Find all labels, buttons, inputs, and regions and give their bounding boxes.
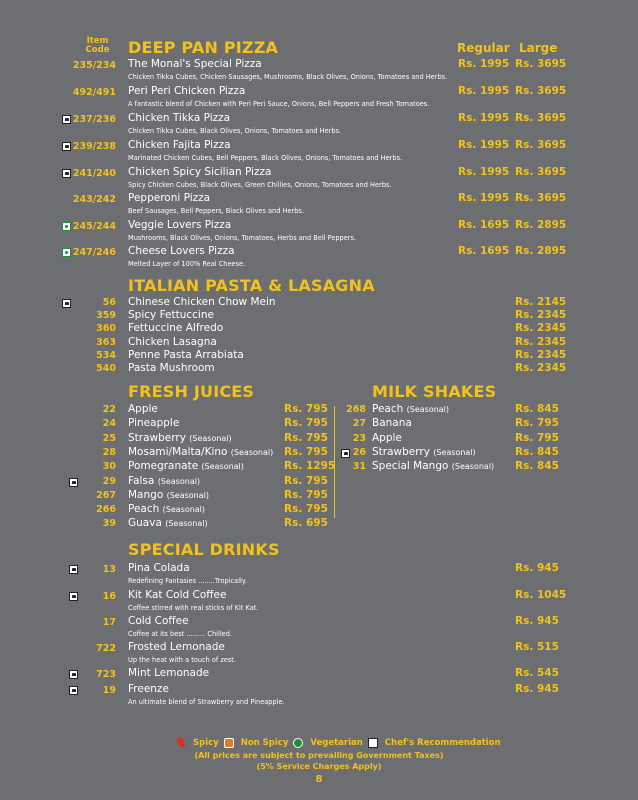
- legend-vegetarian: Vegetarian: [310, 737, 363, 748]
- item-description: Coffee at its best ......... Chilled.: [128, 630, 232, 638]
- item-price: Rs. 2345: [515, 348, 567, 361]
- item-price: Rs. 2345: [515, 322, 567, 335]
- vegetarian-icon: [62, 248, 71, 257]
- item-code: 540: [96, 363, 116, 374]
- item-price: Rs. 845: [515, 403, 559, 415]
- large-price: Rs. 3695: [515, 139, 567, 151]
- item-price: Rs. 795: [284, 431, 328, 444]
- chef-hat-icon: [69, 686, 78, 695]
- item-code: 235/234: [72, 60, 116, 71]
- chef-hat-icon: [62, 169, 71, 178]
- item-price: Rs. 945: [515, 683, 559, 695]
- legend-non-spicy: Non Spicy: [240, 737, 289, 748]
- regular-price: Rs. 1995: [458, 139, 510, 151]
- item-code: 722: [96, 643, 116, 654]
- item-name: Penne Pasta Arrabiata: [128, 348, 244, 361]
- item-code: 31: [352, 461, 366, 473]
- item-name: Spicy Fettuccine: [128, 309, 214, 322]
- item-price: Rs. 2145: [515, 296, 567, 308]
- legend: [178, 737, 501, 748]
- vegetarian-icon: [62, 222, 71, 231]
- item-code: 25: [102, 432, 116, 444]
- item-price: Rs. 795: [284, 488, 328, 501]
- item-name: Pasta Mushroom: [128, 362, 215, 374]
- item-price: Rs. 795: [515, 417, 559, 430]
- item-name: Chicken Spicy Sicilian Pizza: [128, 166, 272, 178]
- non-spicy-icon: [224, 738, 234, 748]
- large-price: Rs. 3695: [515, 58, 567, 70]
- item-name: The Monal's Special Pizza: [128, 58, 262, 70]
- item-name: Chicken Tikka Pizza: [128, 112, 231, 124]
- section-title-pizza: DEEP PAN PIZZA: [128, 38, 279, 57]
- item-name: Peach (Seasonal): [372, 403, 450, 415]
- item-name: Special Mango (Seasonal): [372, 460, 495, 473]
- vegetarian-icon: [293, 738, 303, 748]
- section-title-pasta: ITALIAN PASTA & LASAGNA: [128, 276, 375, 295]
- item-name: Cold Coffee: [128, 615, 189, 627]
- large-price: Rs. 3695: [515, 112, 567, 124]
- item-code: 245/244: [72, 221, 116, 232]
- item-name: Chinese Chicken Chow Mein: [128, 296, 276, 308]
- item-price: Rs. 945: [515, 562, 559, 574]
- item-description: Coffee stirred with real sticks of Kit Kat.: [128, 604, 259, 612]
- item-code: 19: [102, 685, 116, 696]
- item-name: Veggie Lovers Pizza: [128, 219, 232, 231]
- chef-hat-icon: [62, 115, 71, 124]
- service-note: (5% Service Charges Apply): [256, 762, 382, 771]
- section-title-drinks: SPECIAL DRINKS: [128, 540, 280, 559]
- item-description: Chicken Tikka Cubes, Chicken Sausages, Mushrooms, Black Olives, Onions, Tomatoes and Herbs.: [128, 73, 448, 81]
- item-description: Marinated Chicken Cubes, Bell Peppers, Black Olives, Onions, Tomatoes and Herbs.: [128, 154, 403, 162]
- item-code: 56: [102, 297, 116, 308]
- item-name: Kit Kat Cold Coffee: [128, 589, 227, 601]
- item-code: 363: [96, 336, 116, 348]
- item-price: Rs. 795: [515, 431, 559, 444]
- item-code: 243/242: [72, 194, 116, 205]
- item-name: Pina Colada: [128, 562, 190, 574]
- large-price: Rs. 3695: [515, 166, 567, 178]
- item-name: Peach (Seasonal): [128, 503, 206, 516]
- large-price: Rs. 3695: [515, 192, 567, 204]
- item-code: 30: [102, 461, 116, 473]
- item-description: A fantastic blend of Chicken with Peri Peri Sauce, Onions, Bell Peppers and Fresh Tomatoes.: [128, 100, 430, 108]
- item-name: Freenze: [128, 683, 169, 695]
- item-name: Banana: [372, 417, 412, 430]
- item-code: 247/246: [72, 247, 116, 258]
- chef-hat-icon: [62, 142, 71, 151]
- item-price: Rs. 945: [515, 615, 559, 627]
- item-name: Mint Lemonade: [128, 667, 210, 679]
- item-price: Rs. 795: [284, 417, 328, 430]
- regular-price: Rs. 1995: [458, 85, 510, 97]
- item-name: Pomegranate (Seasonal): [128, 460, 244, 473]
- regular-price: Rs. 1995: [458, 112, 510, 124]
- item-price: Rs. 515: [515, 641, 559, 653]
- item-name: Mosami/Malta/Kino (Seasonal): [128, 445, 274, 458]
- item-name: Strawberry (Seasonal): [128, 431, 232, 444]
- item-code: 237/236: [72, 114, 116, 125]
- item-price: Rs. 845: [515, 460, 559, 473]
- item-code: 723: [96, 669, 116, 680]
- item-price: Rs. 2345: [515, 335, 567, 348]
- item-code: 492/491: [72, 87, 116, 98]
- regular-header: Regular: [457, 41, 510, 55]
- item-price: Rs. 545: [515, 667, 559, 679]
- item-code: 360: [96, 323, 116, 335]
- item-code: 17: [102, 617, 116, 628]
- regular-price: Rs. 1995: [458, 192, 510, 204]
- item-price: Rs. 1045: [515, 589, 567, 601]
- item-code: 26: [352, 446, 366, 458]
- item-code: 266: [96, 504, 116, 516]
- large-price: Rs. 2895: [515, 245, 567, 257]
- page-number: 8: [315, 774, 323, 785]
- chef-hat-icon: [69, 478, 78, 487]
- legend-spicy: Spicy: [193, 737, 219, 748]
- regular-price: Rs. 1995: [458, 166, 510, 178]
- item-code: 27: [352, 418, 366, 430]
- item-description: Up the heat with a touch of zest.: [128, 656, 236, 664]
- item-code: 241/240: [72, 168, 116, 179]
- item-code: 22: [102, 404, 116, 415]
- regular-price: Rs. 1695: [458, 245, 510, 257]
- item-description: An ultimate blend of Strawberry and Pineapple.: [128, 698, 285, 706]
- item-price: Rs. 795: [284, 403, 328, 415]
- item-price: Rs. 795: [284, 503, 328, 516]
- chef-hat-icon: [69, 565, 78, 574]
- item-price: Rs. 1295: [284, 460, 336, 473]
- item-code: 13: [102, 564, 116, 575]
- item-code: 239/238: [72, 141, 116, 152]
- large-header: Large: [519, 41, 558, 55]
- item-name: Strawberry (Seasonal): [372, 445, 476, 458]
- large-price: Rs. 2895: [515, 219, 567, 231]
- item-name: Apple: [372, 431, 402, 444]
- large-price: Rs. 3695: [515, 85, 567, 97]
- section-title-juices: FRESH JUICES: [128, 382, 255, 401]
- item-code: 534: [96, 349, 116, 361]
- item-name: Chicken Lasagna: [128, 335, 217, 348]
- item-description: Chicken Tikka Cubes, Black Olives, Onions, Tomatoes and Herbs.: [128, 127, 342, 135]
- item-name: Frosted Lemonade: [128, 641, 225, 653]
- legend-chef: Chef's Recommendation: [384, 737, 501, 748]
- item-code-header: Item Code: [85, 36, 110, 55]
- item-code: 267: [96, 489, 116, 501]
- item-code: 28: [102, 446, 116, 458]
- chef-hat-icon: [341, 449, 350, 458]
- item-code: 24: [102, 418, 116, 430]
- item-description: Spicy Chicken Cubes, Black Olives, Green Chillies, Onions, Tomatoes and Herbs.: [128, 181, 392, 189]
- item-name: Pineapple: [128, 417, 180, 430]
- item-name: Fettuccine Alfredo: [128, 322, 224, 335]
- item-name: Pepperoni Pizza: [128, 192, 211, 204]
- item-name: Peri Peri Chicken Pizza: [128, 85, 246, 97]
- tax-note: (All prices are subject to prevailing Government Taxes): [194, 751, 444, 760]
- item-price: Rs. 2345: [515, 309, 567, 322]
- section-title-shakes: MILK SHAKES: [372, 382, 497, 401]
- item-price: Rs. 845: [515, 445, 559, 458]
- item-description: Beef Sausages, Bell Peppers, Black Olives and Herbs.: [128, 207, 304, 215]
- item-name: Guava (Seasonal): [128, 517, 208, 530]
- item-code: 16: [102, 591, 116, 602]
- item-description: Mushrooms, Black Olives, Onions, Tomatoes, Herbs and Bell Peppers.: [128, 234, 357, 242]
- item-name: Cheese Lovers Pizza: [128, 245, 235, 257]
- item-name: Falsa (Seasonal): [128, 474, 201, 487]
- item-name: Mango (Seasonal): [128, 488, 209, 501]
- chef-hat-icon: [368, 738, 378, 748]
- item-code: 268: [346, 404, 366, 415]
- regular-price: Rs. 1695: [458, 219, 510, 231]
- item-name: Apple: [128, 403, 158, 415]
- chef-hat-icon: [62, 299, 71, 308]
- chef-hat-icon: [69, 592, 78, 601]
- item-code: 29: [102, 475, 116, 487]
- item-code: 359: [96, 310, 116, 322]
- spicy-chili-icon: [176, 736, 186, 749]
- item-description: Melted Layer of 100% Real Cheese.: [128, 260, 246, 268]
- chef-hat-icon: [69, 670, 78, 679]
- item-code: 23: [352, 432, 366, 444]
- item-price: Rs. 695: [284, 517, 328, 530]
- item-name: Chicken Fajita Pizza: [128, 139, 231, 151]
- regular-price: Rs. 1995: [458, 58, 510, 70]
- item-code: 39: [102, 518, 116, 530]
- item-description: Redefining Fantasies ........Tropically.: [128, 577, 247, 585]
- item-price: Rs. 795: [284, 474, 328, 487]
- item-price: Rs. 2345: [515, 362, 567, 374]
- item-price: Rs. 795: [284, 445, 328, 458]
